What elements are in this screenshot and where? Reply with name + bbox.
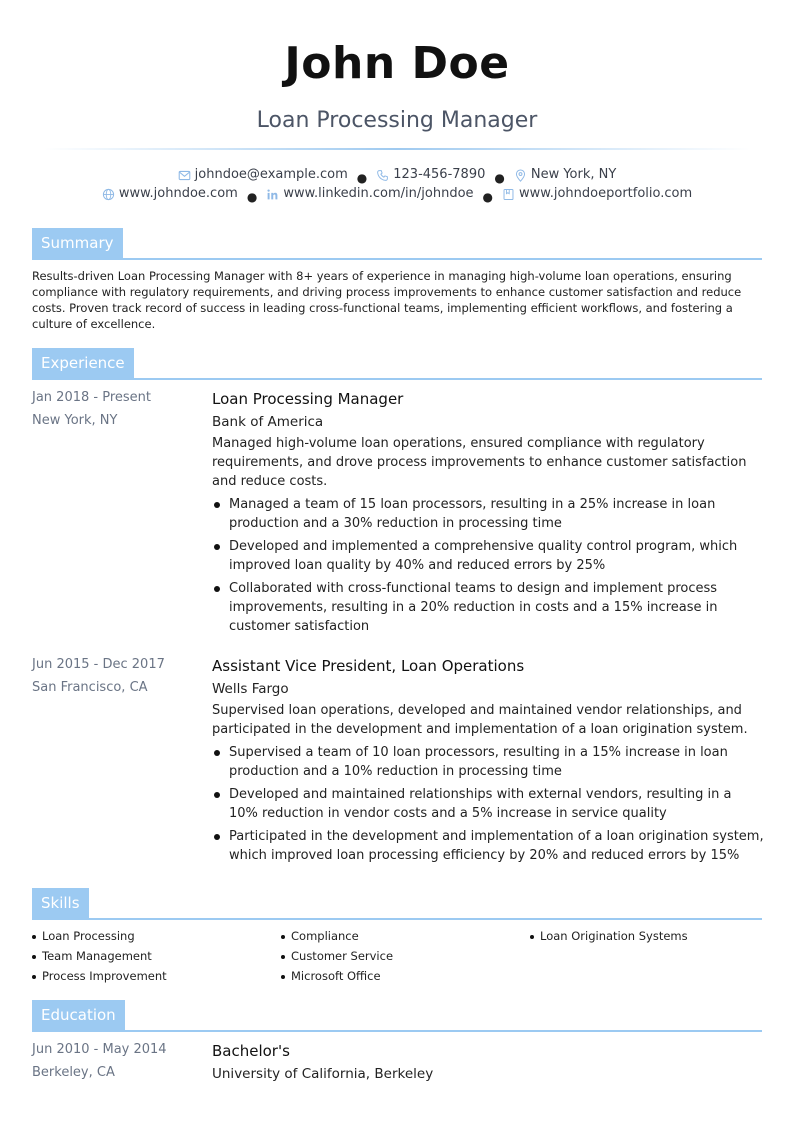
skill-text: Team Management [42,949,152,963]
bullet-dot [214,792,220,798]
job-achievements [212,495,764,636]
bullet-dot [32,955,36,959]
summary-text: Results-driven Loan Processing Manager with 8+ years of experience in managing high-volume loan operations, ensuring compliance with regulatory requirements, and driving process improvements to enhance customer satisfaction and reduce costs. Proven track record of success in leading cross-functional teams, implementing efficient workflows, and fostering a culture of excellence. [32,269,742,331]
skills-section-header [32,888,762,920]
job-title: Assistant Vice President, Loan Operations [212,657,525,675]
contact-portfolio[interactable] [502,185,692,203]
skill-item [281,928,359,944]
bullet-dot [32,975,36,979]
skill-item [32,948,152,964]
summary-section-header [32,228,762,260]
header-divider [44,148,750,150]
bullet-dot [281,955,285,959]
skill-text: Loan Processing [42,929,135,943]
skill-text: Compliance [291,929,359,943]
bullet-dot [214,750,220,756]
skill-text: Customer Service [291,949,394,963]
separator-dot: ● [246,189,258,204]
contact-location-text: New York, NY [530,167,617,182]
contact-location [514,166,616,184]
contact-linkedin-text: www.linkedin.com/in/johndoe [283,186,474,201]
phone-icon [376,169,389,182]
job-company: Bank of America [212,414,324,430]
skill-text: Loan Origination Systems [540,929,688,943]
achievement-item [212,827,764,865]
section-title: Experience [32,348,134,378]
achievement-item [212,495,764,533]
contact-website-text: www.johndoe.com [118,186,238,201]
experience-section-header [32,348,762,380]
achievement-text: Managed a team of 15 loan processors, resulting in a 25% increase in loan production and a 30% reduction in processing time [229,497,716,531]
achievement-text: Collaborated with cross-functional teams to design and implement process improvements, resulting in a 20% reduction in costs and a 15% increase in customer satisfaction [229,581,718,634]
candidate-role: Loan Processing Manager [256,108,538,133]
achievement-item [212,579,764,636]
job-details [212,388,764,640]
contact-email-text: johndoe@example.com [194,167,348,182]
bullet-dot [32,935,36,939]
skill-item [32,968,167,984]
contact-phone-text: 123-456-7890 [393,167,486,182]
job-description: Supervised loan operations, developed and maintained vendor relationships, and participated in the development and implementation of a loan origination system. [212,703,748,737]
job-title: Loan Processing Manager [212,390,404,408]
job-dates: Jan 2018 - Present [32,390,151,405]
education-location: Berkeley, CA [32,1065,115,1080]
mail-icon [178,169,191,182]
skill-item [32,928,135,944]
skill-item [281,968,381,984]
skill-item [281,948,393,964]
job-company: Wells Fargo [212,681,289,697]
contact-portfolio-text: www.johndoeportfolio.com [519,186,693,201]
bullet-dot [214,544,220,550]
section-rule [32,918,762,920]
achievement-text: Developed and maintained relationships with external vendors, resulting in a 10% reduction in vendor costs and a 5% increase in service quality [229,787,732,821]
section-title: Summary [32,228,123,258]
education-school: University of California, Berkeley [212,1066,434,1082]
achievement-item [212,785,764,823]
bullet-dot [214,586,220,592]
section-rule [32,378,762,380]
skill-text: Microsoft Office [291,969,381,983]
job-description: Managed high-volume loan operations, ensured compliance with regulatory requirements, and drove process improvements to enhance customer satisfaction and reduce costs. [212,436,747,489]
education-degree: Bachelor's [212,1042,290,1060]
job-location: New York, NY [32,413,118,428]
contact-email[interactable] [178,166,348,184]
separator-dot: ● [482,189,494,204]
education-meta [32,1038,202,1084]
contact-linkedin[interactable] [266,185,473,203]
education-section-header [32,1000,762,1032]
job-meta [32,653,202,699]
contact-row-links [0,185,794,207]
achievement-text: Supervised a team of 10 loan processors, resulting in a 15% increase in loan production and a 10% reduction in processing time [229,745,728,779]
achievement-text: Participated in the development and implementation of a loan origination system, which improved loan processing efficiency by 20% and reduced errors by 15% [229,829,764,863]
achievement-item [212,537,764,575]
globe-icon [102,188,115,201]
bullet-dot [281,975,285,979]
job-dates: Jun 2015 - Dec 2017 [32,657,165,672]
achievement-text: Developed and implemented a comprehensive quality control program, which improved loan quality by 40% and reduced errors by 25% [229,539,738,573]
bullet-dot [281,935,285,939]
linkedin-icon [266,188,279,201]
education-details [212,1040,764,1086]
job-meta [32,386,202,432]
skill-text: Process Improvement [42,969,167,983]
skill-item [530,928,688,944]
bullet-dot [530,935,534,939]
contact-website[interactable] [102,185,238,203]
section-title: Skills [32,888,89,918]
job-location: San Francisco, CA [32,680,148,695]
section-rule [32,1030,762,1032]
separator-dot: ● [356,170,368,185]
education-dates: Jun 2010 - May 2014 [32,1042,167,1057]
separator-dot: ● [494,170,505,185]
portfolio-icon [502,188,515,201]
location-pin-icon [514,169,527,182]
bullet-dot [214,502,220,508]
contact-phone[interactable] [376,166,485,184]
achievement-item [212,743,764,781]
candidate-name: John Doe [284,38,510,89]
section-rule [32,258,762,260]
bullet-dot [214,834,220,840]
job-details [212,655,764,869]
section-title: Education [32,1000,125,1030]
job-achievements [212,743,764,865]
